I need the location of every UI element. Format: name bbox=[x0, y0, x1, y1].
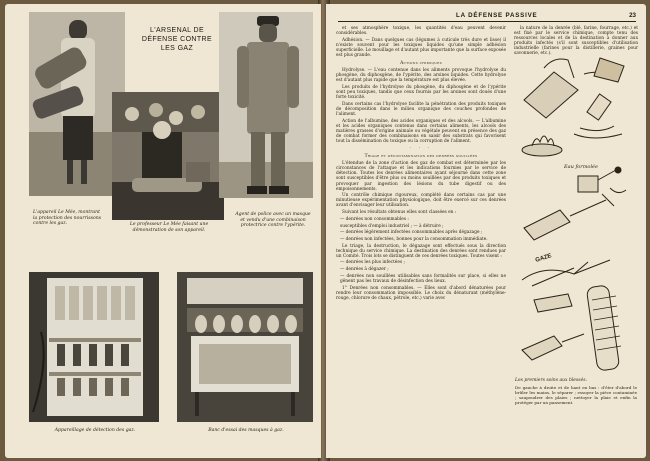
photo-mask-test-bench bbox=[177, 272, 313, 422]
illustration-caption: Les premiers soins aux blessés. bbox=[515, 378, 587, 383]
bottle-drawing bbox=[574, 94, 622, 138]
paragraph: et ses atmosphère toxique, les quantités d'eau peuvent devenir considérables. bbox=[336, 26, 506, 37]
hand-spatula-drawing bbox=[524, 194, 614, 240]
caption-gas-mask-woman: L'appareil Le Mée, montrant la protection des nourrissons contre les gaz. bbox=[33, 210, 102, 227]
bandaged-arm-drawing bbox=[586, 285, 621, 371]
hand-basin-drawing bbox=[524, 58, 624, 118]
list-item: — denrées à dégazer ; bbox=[340, 267, 389, 273]
caption-mask-test-bench: Banc d'essai des masques à gaz. bbox=[208, 428, 284, 433]
hand-pin-drawing bbox=[522, 334, 584, 360]
list-item: — denrées les plus infectées ; bbox=[340, 260, 405, 266]
list-item: — denrées non infectées, bonnes pour la consommation immédiate. bbox=[340, 236, 488, 242]
first-aid-illustrations bbox=[514, 38, 636, 378]
paragraph: Le triage, la destruction, le dégazage sont effectués sous la direction technique du service chimique. La destination des denrées sont rendues par un Comité. Trois lots se distinguent de ces denrées toxiques. Toutes visent : bbox=[336, 243, 506, 259]
section-title: L'ARSENAL DE DÉFENSE CONTRE LES GAZ bbox=[141, 27, 213, 52]
paragraph: Dans certains cas l'hydrolyse facilite la pénétration des produits toxiques de décomposition dans le milieu organique des couches profondes de l'aliment. bbox=[336, 102, 506, 118]
list-item: — denrées légèrement infectées consommables après dégazage ; bbox=[340, 230, 483, 236]
list-item: susceptibles d'emploi industriel ; — à détruire ; bbox=[340, 223, 444, 229]
header-rule bbox=[338, 21, 636, 22]
paragraph: Un contrôle chimique rigoureux, complété dans certains cas par une minutieuse expérimentation physiologique, doit être exercé sur ces denrées avant d'envisager leur utilisation. bbox=[336, 193, 506, 209]
paragraph: 1° Denrées non consommables. — Elles sont d'abord dénaturées pour rendre leur consommation impossible. Le choix du dénaturant (méthylène-rouge, chlorure de chaux, pétrole, etc.) varie avec bbox=[336, 285, 506, 301]
separator: · · · bbox=[410, 145, 432, 151]
right-page bbox=[326, 4, 646, 458]
paragraph: Action de l'albumine, des acides organiques et des alcools. — L'albumine et les acides organiques contenus dans certains aliments, les alcools des matières grasses d'origine animale ou végétale peuvent en présence des gaz de combat former des combinaisons en saisir des substrats qui favorisent tout la dissémination du toxique ou la corruption de l'aliment. bbox=[336, 118, 506, 145]
section-heading: Triage et décontamination des denrées souillées bbox=[364, 154, 478, 160]
paragraph: la nature de la denrée (blé, farine, fourrage, etc.) et est fixé par le service chimique, compte tenu des ressources locales et de la destination à donner aux produits infectés (s'il sont susceptibles d'utilisation industrielle (farines pour la distillerie, graines pour savonnerie, etc.). bbox=[514, 26, 638, 57]
paragraph: Les produits de l'hydrolyse du phosgène, du diphosgène et de l'ypérite sont peu toxiques, tandis que ceux fournis par les arsines sont doués d'une forte toxicité. bbox=[336, 85, 506, 101]
running-head: LA DÉFENSE PASSIVE bbox=[456, 12, 538, 19]
caption-detection-apparatus: Appareillage de détection des gaz. bbox=[54, 428, 136, 433]
list-item: — denrées non souillées utilisables sans formalités sur place, si elles ne gênent pas les travaux de désinfection des lieux. bbox=[340, 273, 506, 284]
paragraph: Suivant les résultats obtenus elles sont classées en : bbox=[342, 210, 457, 216]
illustration-legend-text: De gauche à droite et de haut en bas : d'ôter d'abord le brûler les mains, le séparer ; essuyer la pièce contaminée ; saupoudrer des plaies ; nettoyer la plaie et enfin la protéger par un pansement. bbox=[515, 385, 637, 405]
page-number: 23 bbox=[629, 12, 636, 19]
text-column-left bbox=[336, 26, 506, 454]
left-page bbox=[5, 4, 321, 458]
watering-can-drawing bbox=[578, 167, 626, 193]
paragraph: Adhésion. — Dans quelques cas (légumes à cuticule très dure et lisse) il n'existe souvent pour les toxiques liquides qu'une simple adhésion superficielle. Le mouillage et d'autant plus importante que la surface exposée est plus grande. bbox=[336, 37, 506, 59]
photo-policeman-protective-suit bbox=[219, 12, 313, 198]
paragraph: Hydrolyse. — L'eau contenue dans les aliments provoque l'hydrolyse du phosgène, du diphosgène, de l'ypérite, des arsines liquides. Cette hydrolyse est d'autant plus rapide que la température est plus élevée. bbox=[336, 68, 506, 84]
paragraph: L'étendue de la zone d'action des gaz de combat est déterminée par les circonstances de l'attaque et les indications fournies par le service de détection. Toutes les denrées alimentaires ayant séjourné dans cette zone sont susceptibles d'être plus ou moins souillées par des produits toxiques et provoquer par ingestion des lésions du tube digestif ou des empoisonnements. bbox=[336, 161, 506, 192]
label-eau-formolee: Eau formolée bbox=[564, 164, 598, 170]
section-heading: Actions chimiques bbox=[400, 61, 442, 67]
photo-detection-apparatus bbox=[29, 272, 159, 422]
caption-professor: Le professeur Le Mée faisant une démonstration de son appareil. bbox=[129, 222, 209, 233]
photo-gas-mask-woman bbox=[29, 12, 125, 196]
photo-professor-demonstration bbox=[112, 92, 224, 220]
illustration-legend bbox=[515, 386, 637, 406]
flame-dish-drawing bbox=[522, 136, 562, 156]
label-gaze: GAZE bbox=[534, 253, 553, 264]
list-item: — denrées non consommables : bbox=[340, 216, 409, 222]
caption-policeman: Agent de police avec un masque et vendu d'une combinaison protectrice contre l'ypérite. bbox=[235, 212, 311, 229]
